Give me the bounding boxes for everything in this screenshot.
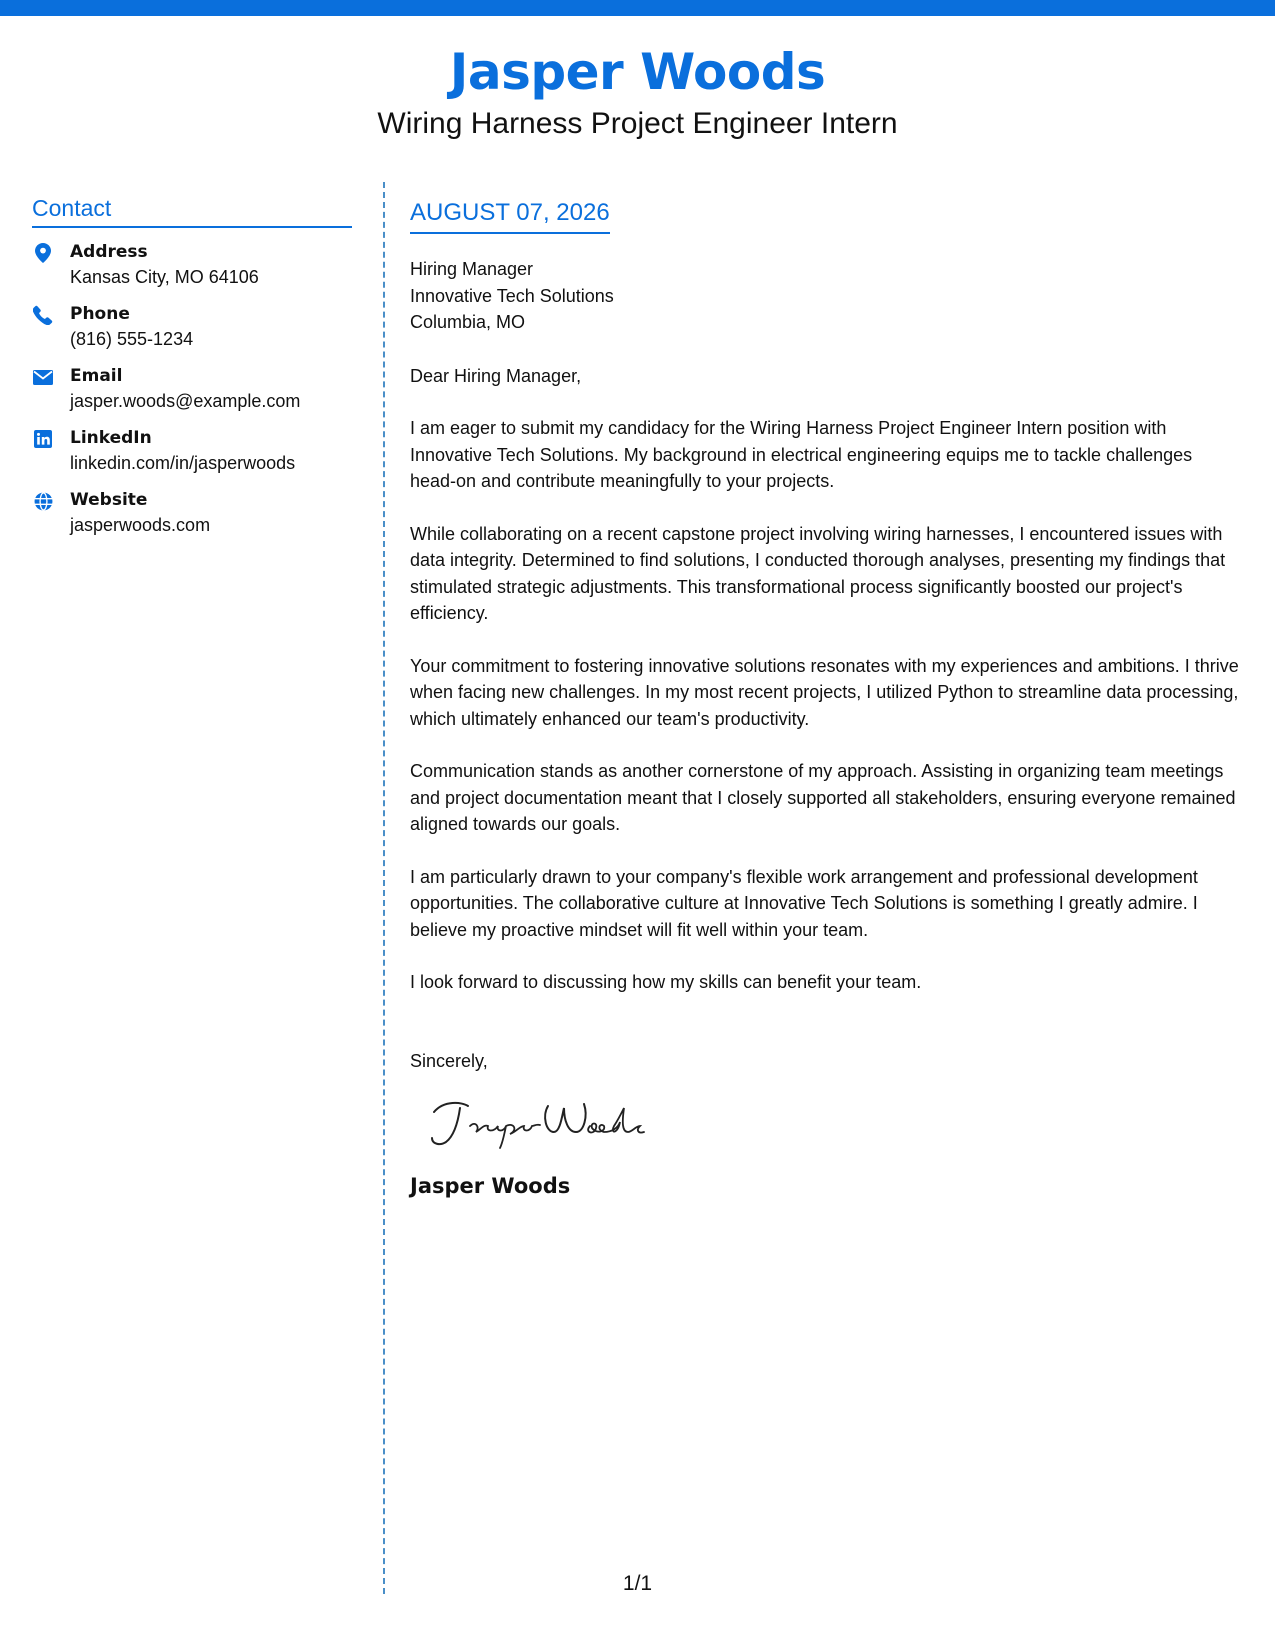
column-divider: [383, 182, 385, 1594]
contact-sidebar: [32, 192, 352, 550]
job-title: Wiring Harness Project Engineer Intern: [377, 107, 898, 140]
recipient-block: [410, 256, 1240, 336]
contact-heading: Contact: [32, 192, 352, 228]
handwritten-signature: [424, 1092, 664, 1152]
contact-label: Email: [70, 366, 123, 386]
contact-item-email: [32, 364, 352, 414]
address-value: Kansas City, MO 64106: [70, 267, 259, 287]
letter-paragraph: Communication stands as another cornerstone of my approach. Assisting in organizing team meetings and project documentation meant that I closely supported all stakeholders, ensuring everyone remained aligned towards our goals.: [410, 761, 1236, 834]
contact-label: Address: [70, 242, 148, 262]
recipient-line: Hiring Manager: [410, 259, 534, 279]
recipient-line: Columbia, MO: [410, 312, 526, 332]
website-value[interactable]: jasperwoods.com: [70, 515, 211, 535]
letter-date: AUGUST 07, 2026: [410, 196, 610, 234]
signer-name: Jasper Woods: [410, 1174, 571, 1198]
contact-label: LinkedIn: [70, 428, 152, 448]
location-pin-icon: [32, 242, 54, 264]
contact-label: Website: [70, 490, 148, 510]
cover-letter-body: [410, 196, 1240, 1201]
page-number: 1/1: [622, 1572, 653, 1595]
resume-header: [0, 40, 1275, 144]
globe-icon: [32, 490, 54, 512]
letter-greeting: Dear Hiring Manager,: [410, 365, 582, 386]
contact-item-linkedin: [32, 426, 352, 476]
phone-value: (816) 555-1234: [70, 329, 194, 349]
email-value[interactable]: jasper.woods@example.com: [70, 391, 301, 411]
letter-paragraph: I am particularly drawn to your company's flexible work arrangement and professional development opportunities. The collaborative culture at Innovative Tech Solutions is something I greatly admire. I believe my proactive mindset will fit well within your team.: [410, 866, 1198, 940]
contact-item-address: [32, 240, 352, 290]
linkedin-value[interactable]: linkedin.com/in/jasperwoods: [70, 453, 296, 473]
recipient-line: Innovative Tech Solutions: [410, 285, 614, 306]
letter-paragraph: I am eager to submit my candidacy for the Wiring Harness Project Engineer Intern position with Innovative Tech Solutions. My background in electrical engineering equips me to tackle challenges head-on and contribute meaningfully to your projects.: [410, 418, 1193, 491]
envelope-icon: [32, 366, 54, 388]
applicant-name: Jasper Woods: [449, 43, 826, 101]
contact-item-website: [32, 488, 352, 538]
letter-paragraph: I look forward to discussing how my skills can benefit your team.: [410, 972, 922, 992]
top-accent-bar: [0, 0, 1275, 16]
letter-paragraph: Your commitment to fostering innovative solutions resonates with my experiences and ambitions. I thrive when facing new challenges. In my most recent projects, I utilized Python to streamline data processing, which ultimately enhanced our team's productivity.: [410, 655, 1239, 729]
letter-paragraph: While collaborating on a recent capstone project involving wiring harnesses, I encountered issues with data integrity. Determined to find solutions, I conducted thorough analyses, presenting my findings that stimulated strategic adjustments. This transformational process significantly boosted our project's efficiency.: [410, 523, 1226, 623]
contact-item-phone: [32, 302, 352, 352]
letter-closing: Sincerely,: [410, 1050, 488, 1071]
phone-icon: [32, 304, 54, 326]
linkedin-icon: [32, 428, 54, 450]
contact-label: Phone: [70, 304, 130, 324]
